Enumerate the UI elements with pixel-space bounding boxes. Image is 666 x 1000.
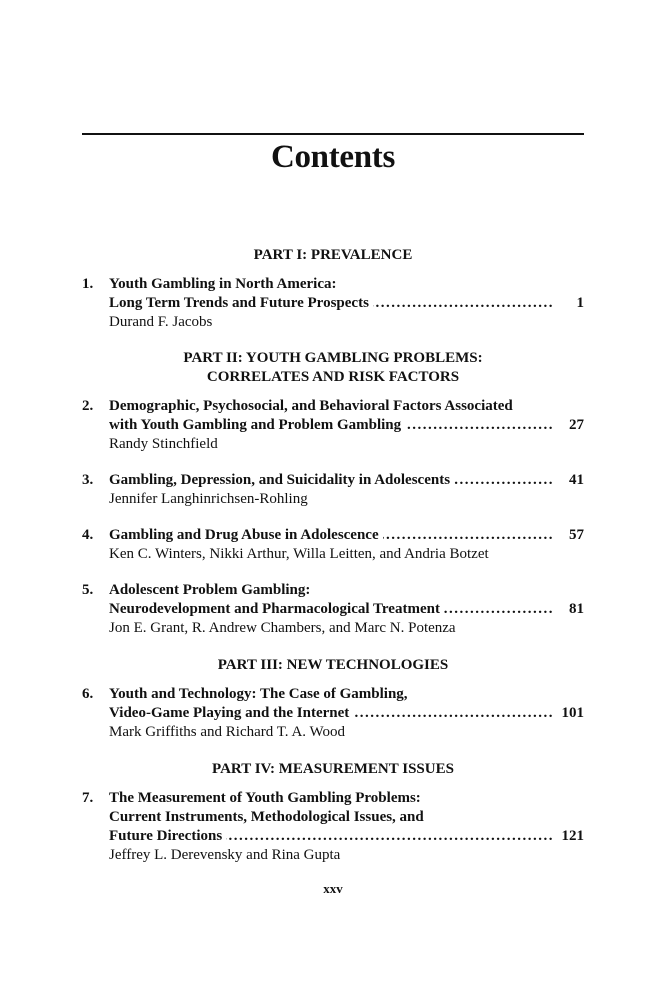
part-heading-2	[82, 349, 584, 387]
chapter-title-line: Gambling and Drug Abuse in Adolescence	[109, 527, 379, 543]
chapter-title-line: Gambling, Depression, and Suicidality in Adolescents	[109, 472, 451, 488]
page-number: 81	[569, 601, 584, 617]
chapter-title-line: Youth Gambling in North America:	[109, 276, 337, 292]
page-number: 57	[569, 527, 584, 543]
dot-leader	[444, 600, 554, 619]
part-heading-3: PART III: NEW TECHNOLOGIES	[217, 657, 449, 673]
chapter-title-line: Future Directions	[109, 828, 223, 844]
dot-leader	[373, 294, 554, 313]
chapter-authors: Jon E. Grant, R. Andrew Chambers, and Marc N. Potenza	[109, 620, 456, 636]
dot-leader	[383, 526, 554, 545]
chapter-authors: Mark Griffiths and Richard T. A. Wood	[109, 724, 345, 740]
chapter-authors: Jennifer Langhinrichsen-Rohling	[109, 491, 308, 507]
chapter-title-line: Neurodevelopment and Pharmacological Treatment	[109, 601, 440, 617]
chapter-title-line: Youth and Technology: The Case of Gambling,	[109, 686, 408, 702]
chapter-authors: Jeffrey L. Derevensky and Rina Gupta	[109, 847, 341, 863]
chapter-number: 3.	[82, 472, 94, 488]
chapter-number: 4.	[82, 527, 94, 543]
dot-leader	[405, 416, 554, 435]
chapter-authors: Randy Stinchfield	[109, 436, 218, 452]
chapter-authors: Ken C. Winters, Nikki Arthur, Willa Leitten, and Andria Botzet	[109, 546, 489, 562]
chapter-title-line: Adolescent Problem Gambling:	[109, 582, 311, 598]
dot-leader	[454, 471, 554, 490]
chapter-number: 2.	[82, 398, 94, 414]
page-number: 41	[569, 472, 584, 488]
page-number: 121	[561, 828, 584, 844]
chapter-number: 7.	[82, 790, 94, 806]
chapter-title-line: with Youth Gambling and Problem Gambling	[109, 417, 402, 433]
chapter-title-line: The Measurement of Youth Gambling Problems:	[109, 790, 421, 806]
page-number: 1	[576, 295, 584, 311]
part-heading-1: PART I: PREVALENCE	[253, 247, 413, 263]
top-rule	[82, 133, 584, 135]
page-number: 101	[561, 705, 584, 721]
part-heading-4: PART IV: MEASUREMENT ISSUES	[212, 761, 454, 777]
chapter-title-line: Demographic, Psychosocial, and Behavioral Factors Associated	[109, 398, 513, 414]
chapter-title-line: Long Term Trends and Future Prospects	[109, 295, 369, 311]
part-heading-line: PART II: YOUTH GAMBLING PROBLEMS:	[183, 350, 483, 366]
part-heading-line: CORRELATES AND RISK FACTORS	[206, 369, 460, 385]
chapter-number: 5.	[82, 582, 94, 598]
chapter-number: 1.	[82, 276, 94, 292]
chapter-title-line: Current Instruments, Methodological Issues, and	[109, 809, 424, 825]
dot-leader	[353, 704, 554, 723]
chapter-title-line: Video-Game Playing and the Internet	[109, 705, 350, 721]
dot-leader	[226, 827, 554, 846]
page-number: 27	[569, 417, 584, 433]
chapter-number: 6.	[82, 686, 94, 702]
chapter-authors: Durand F. Jacobs	[109, 314, 213, 330]
page-title: Contents	[270, 139, 396, 175]
page-folio: xxv	[323, 881, 343, 896]
